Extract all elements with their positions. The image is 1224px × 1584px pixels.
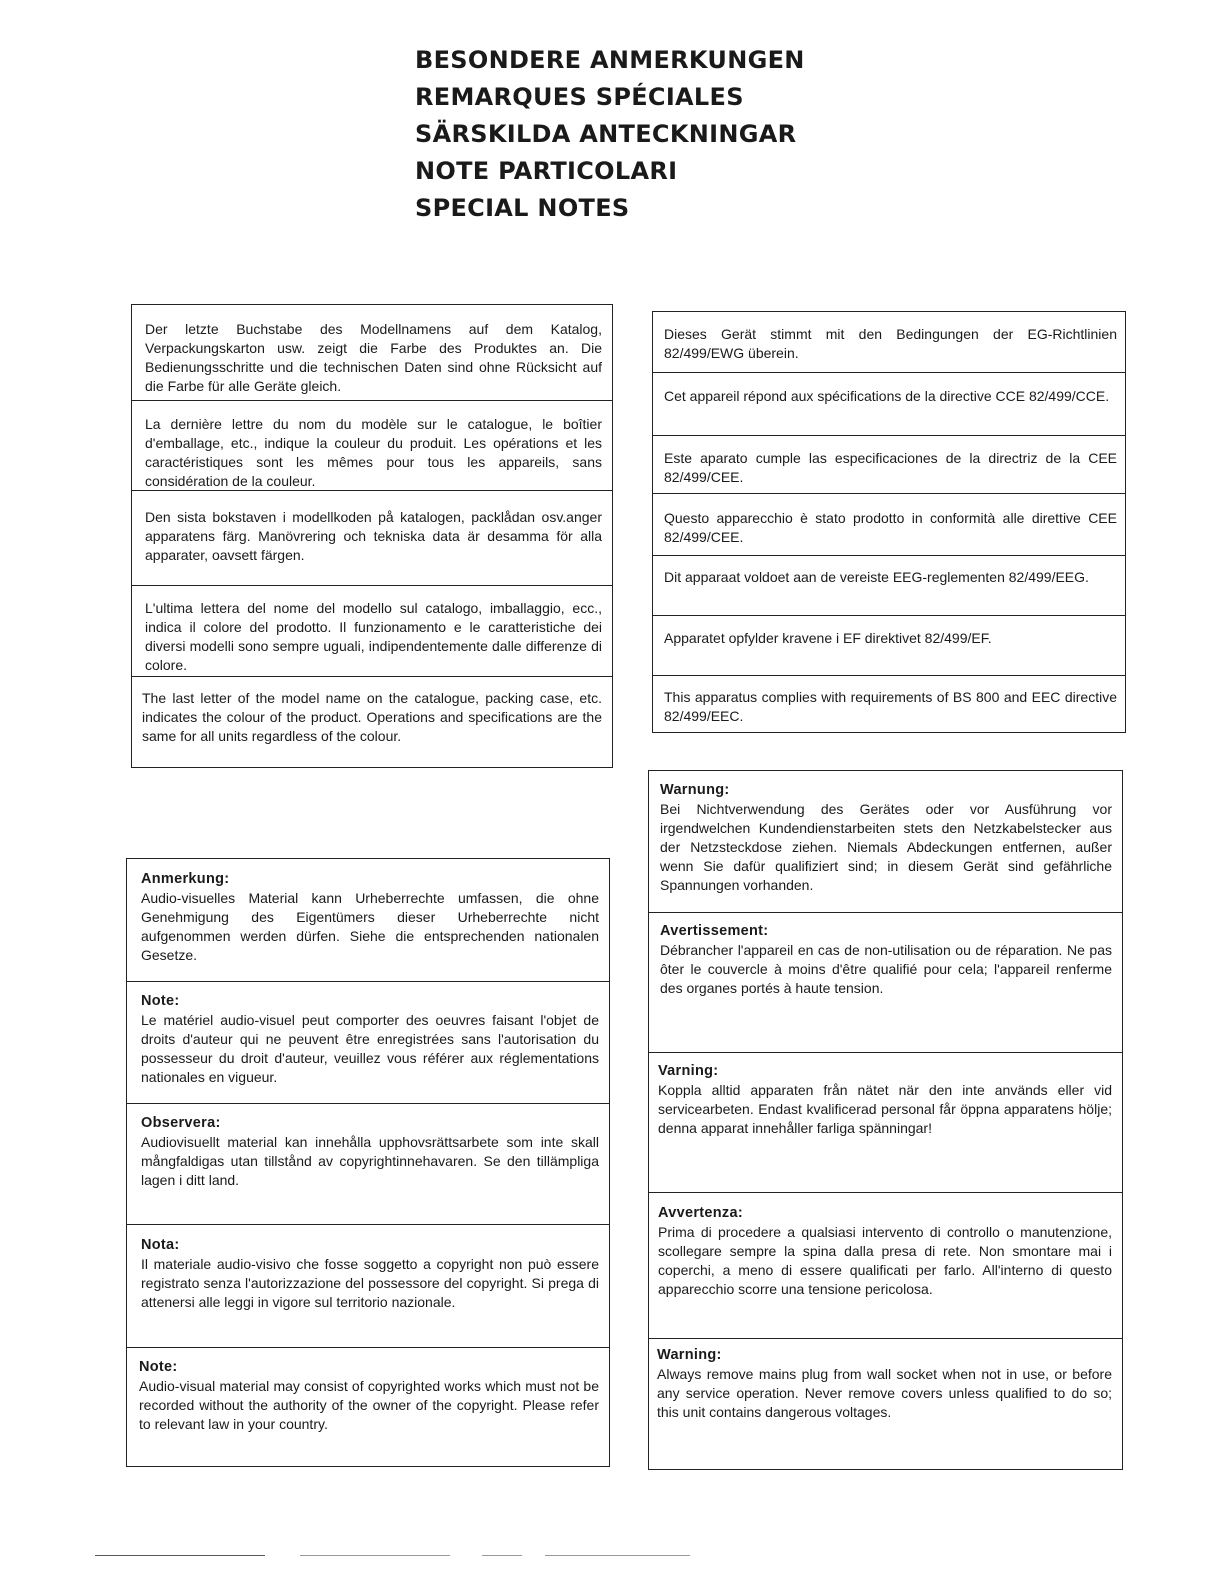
directive-note-spanish — [653, 435, 1125, 493]
safety-warning-heading: Avvertenza: — [658, 1205, 743, 1221]
title-german: BESONDERE ANMERKUNGEN — [415, 46, 805, 74]
safety-warning-text: Bei Nichtverwendung des Gerätes oder vor Ausführung vor irgendwelchen Kundendienstarbeiten stets den Netzkabelstecker aus der Netzsteckdose ziehen. Niemals Abdeckungen entfernen, außer wenn Sie dafür qualifiziert sind; in diesem Gerät sind gefährliche Spannungen vorhanden. — [660, 801, 1112, 893]
directive-notes-box — [652, 311, 1126, 733]
directive-note-text: Dit apparaat voldoet aan de vereiste EEG-reglementen 82/499/EEG. — [664, 569, 1089, 585]
copyright-note-text: Audiovisuellt material kan innehålla upphovsrättsarbete som inte skall mångfaldigas utan tillstånd av copyrightinnehavaren. Se den tillämpliga lagen i ditt land. — [141, 1134, 599, 1188]
footer-rule — [300, 1555, 450, 1556]
copyright-note-heading: Nota: — [141, 1237, 180, 1253]
title-swedish: SÄRSKILDA ANTECKNINGAR — [415, 120, 797, 148]
copyright-note-german — [127, 859, 609, 981]
colour-notes-box — [131, 304, 613, 768]
directive-note-text: This apparatus complies with requirements of BS 800 and EEC directive 82/499/EEC. — [664, 689, 1117, 724]
footer-rule — [482, 1555, 522, 1556]
copyright-note-english — [127, 1347, 609, 1467]
safety-warning-heading: Avertissement: — [660, 923, 769, 939]
title-english: SPECIAL NOTES — [415, 194, 630, 222]
directive-note-italian — [653, 493, 1125, 555]
safety-warning-swedish — [649, 1052, 1122, 1192]
copyright-note-text: Il materiale audio-visivo che fosse soggetto a copyright non può essere registrato senza l'autorizzazione del possessore del copyright. Si prega di attenersi alle leggi in vigore sul territorio nazionale. — [141, 1256, 599, 1310]
copyright-note-text: Audio-visuelles Material kann Urheberrechte umfassen, die ohne Genehmigung des Eigentümers dieser Urheberrechte nicht aufgenommen werden dürfen. Siehe die entsprechenden nationalen Gesetze. — [141, 890, 599, 963]
copyright-note-italian — [127, 1224, 609, 1347]
copyright-note-heading: Observera: — [141, 1115, 221, 1131]
safety-warning-german — [649, 771, 1122, 912]
directive-note-text: Dieses Gerät stimmt mit den Bedingungen der EG-Richtlinien 82/499/EWG überein. — [664, 326, 1117, 361]
safety-warning-text: Débrancher l'appareil en cas de non-utilisation ou de réparation. Ne pas ôter le couvercle à moins d'être qualifié pour cela; l'appareil renferme des organes portés à haute tension. — [660, 942, 1112, 996]
safety-warning-english — [649, 1338, 1122, 1470]
colour-note-swedish — [132, 490, 612, 585]
colour-note-text: The last letter of the model name on the catalogue, packing case, etc. indicates the colour of the product. Operations and specifications are the same for all units regardless of the colour. — [142, 690, 602, 744]
colour-note-text: L'ultima lettera del nome del modello sul catalogo, imballaggio, ecc., indica il colore del prodotto. Il funzionamento e le caratteristiche dei diversi modelli sono sempre uguali, indipendentemente dalle differenze di colore. — [145, 600, 602, 673]
colour-note-italian — [132, 585, 612, 676]
directive-note-german — [653, 312, 1125, 372]
title-italian: NOTE PARTICOLARI — [415, 157, 678, 185]
safety-warning-text: Prima di procedere a qualsiasi intervento di controllo o manutenzione, scollegare sempre la spina dalla presa di rete. Non smontare mai i coperchi, a meno di essere qualificati per farlo. All'interno di questo apparecchio scorre una tensione pericolosa. — [658, 1224, 1112, 1297]
copyright-note-heading: Anmerkung: — [141, 871, 230, 887]
page-title-block — [415, 42, 805, 227]
directive-note-text: Apparatet opfylder kravene i EF direktivet 82/499/EF. — [664, 630, 992, 646]
colour-note-english — [132, 676, 612, 768]
copyright-notes-box — [126, 858, 610, 1467]
colour-note-text: Der letzte Buchstabe des Modellnamens auf dem Katalog, Verpackungskarton usw. zeigt die Farbe des Produktes an. Die Bedienungsschritte und die technischen Daten sind ohne Rücksicht auf die Farbe für alle Geräte gleich. — [145, 321, 602, 394]
title-french: REMARQUES SPÉCIALES — [415, 83, 744, 111]
safety-warning-heading: Warnung: — [660, 782, 730, 798]
copyright-note-french — [127, 981, 609, 1103]
footer-rule — [545, 1555, 690, 1556]
copyright-note-heading: Note: — [139, 1359, 178, 1375]
safety-warnings-box — [648, 770, 1123, 1470]
copyright-note-text: Le matériel audio-visuel peut comporter des oeuvres faisant l'objet de droits d'auteur qui ne peuvent être enregistrées sans l'autorisation du possesseur du droit d'auteur, veuillez vous référer aux réglementations nationales en vigueur. — [141, 1012, 599, 1085]
safety-warning-french — [649, 912, 1122, 1052]
safety-warning-heading: Varning: — [658, 1063, 719, 1079]
colour-note-text: Den sista bokstaven i modellkoden på katalogen, packlådan osv.anger apparatens färg. Manövrering och tekniska data är desamma för alla apparater, oavsett färgen. — [145, 509, 602, 563]
colour-note-text: La dernière lettre du nom du modèle sur le catalogue, le boîtier d'emballage, etc., indique la couleur du produit. Les opérations et les caractéristiques sont les mêmes pour tous les appareils, sans considération de la couleur. — [145, 416, 602, 489]
directive-note-text: Questo apparecchio è stato prodotto in conformità alle direttive CEE 82/499/CEE. — [664, 510, 1117, 545]
safety-warning-text: Always remove mains plug from wall socket when not in use, or before any service operation. Never remove covers unless qualified to do so; this unit contains dangerous voltages. — [657, 1366, 1112, 1420]
colour-note-german — [132, 305, 612, 400]
safety-warning-italian — [649, 1192, 1122, 1338]
directive-note-text: Cet appareil répond aux spécifications de la directive CCE 82/499/CCE. — [664, 388, 1110, 404]
footer-rule — [95, 1555, 265, 1556]
directive-note-english — [653, 675, 1125, 733]
safety-warning-text: Koppla alltid apparaten från nätet när den inte används eller vid servicearbeten. Endast kvalificerad personal får öppna apparatens hölje; denna apparat innehåller farliga spänningar! — [658, 1082, 1112, 1136]
directive-note-text: Este aparato cumple las especificaciones de la directriz de la CEE 82/499/CEE. — [664, 450, 1117, 485]
copyright-note-swedish — [127, 1103, 609, 1224]
directive-note-dutch — [653, 555, 1125, 615]
copyright-note-heading: Note: — [141, 993, 180, 1009]
copyright-note-text: Audio-visual material may consist of copyrighted works which must not be recorded without the authority of the owner of the copyright. Please refer to relevant law in your country. — [139, 1378, 599, 1432]
safety-warning-heading: Warning: — [657, 1347, 722, 1363]
directive-note-danish — [653, 615, 1125, 675]
colour-note-french — [132, 400, 612, 490]
directive-note-french — [653, 372, 1125, 435]
